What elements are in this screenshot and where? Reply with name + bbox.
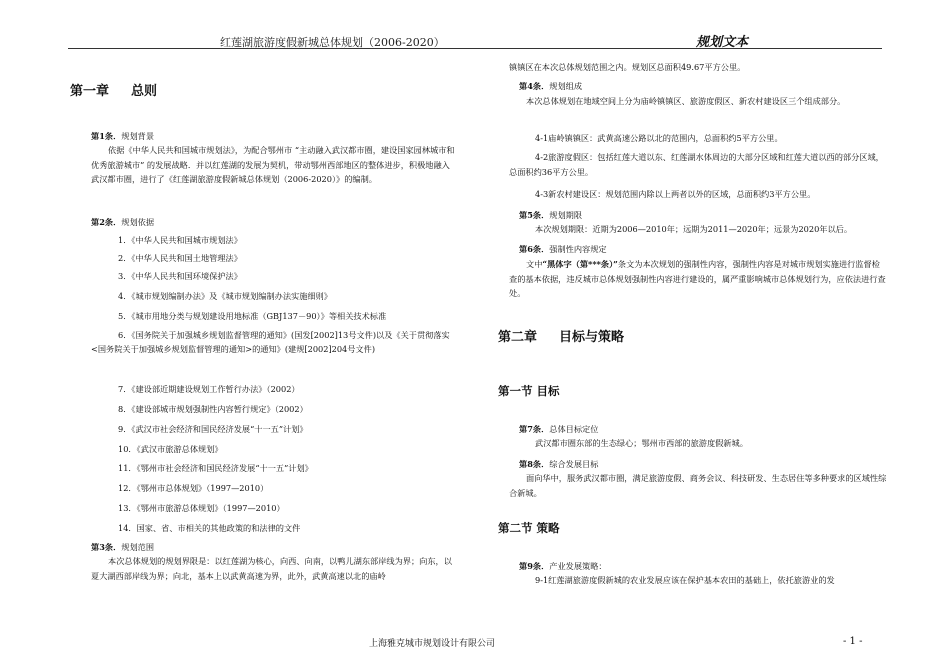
article-2-heading [91, 217, 154, 228]
composition-item: 4-1庙岭镇镇区：武黄高速公路以北的范围内，总面积约5平方公里。 [535, 133, 783, 143]
article-label: 第6条． [519, 244, 550, 254]
article-6-text [509, 257, 887, 301]
article-6-bold: “黑体字（第***条）” [542, 259, 618, 269]
continued-text: 镇镇区在本次总体规划范围之内。规划区总面积49.67平方公里。 [509, 62, 746, 72]
basis-item: 10．《武汉市旅游总体规划》 [118, 444, 223, 454]
basis-item: 3．《中华人民共和国环境保护法》 [118, 271, 242, 281]
article-8-text: 面向华中，服务武汉都市圈，满足旅游度假、商务会议、科技研发、生态居住等多种要求的区域性综合新城。 [509, 473, 887, 498]
article-9-text: 9-1红莲湖旅游度假新城的农业发展应该在保护基本农田的基础上，依托旅游业的发 [535, 575, 835, 585]
page-number: - 1 - [843, 636, 863, 647]
basis-item: 5．《城市用地分类与规划建设用地标准（GBJ137－90）》等相关技术标准 [118, 311, 387, 321]
basis-item: 9．《武汉市社会经济和国民经济发展“十一五”计划》 [118, 424, 308, 434]
article-7-text: 武汉都市圈东部的生态绿心；鄂州市西部的旅游度假新城。 [535, 438, 748, 448]
article-title: 总体目标定位 [549, 424, 599, 434]
article-label: 第5条． [519, 210, 550, 220]
basis-item: 4．《城市规划编制办法》及《城市规划编制办法实施细则》 [118, 291, 332, 301]
article-title: 产业发展策略： [549, 561, 607, 571]
article-6-post: 条文为本次规划的强制性内容，强制性内容是对城市规划实施进行监督检查的基本依据，违反城市总体规划强制性内容进行建设的，属严重影响城市总体规划行为，应依法进行查处。 [509, 259, 886, 298]
composition-item: 4-3新农村建设区：规划范围内除以上两者以外的区域，总面积约3平方公里。 [535, 189, 816, 199]
chapter-name: 目标与策略 [559, 330, 625, 345]
basis-item: 7．《建设部近期建设规划工作暂行办法》（2002） [118, 384, 300, 394]
article-label: 第3条． [91, 542, 122, 552]
article-3-heading [91, 542, 154, 553]
article-title: 规划依据 [121, 217, 155, 227]
article-title: 强制性内容规定 [549, 244, 607, 254]
basis-item: 11．《鄂州市社会经济和国民经济发展“十一五”计划》 [118, 463, 313, 473]
article-4-heading [519, 81, 582, 92]
basis-item: 13．《鄂州市旅游总体规划》（1997—2010） [118, 503, 285, 513]
chapter-number: 第二章 [498, 330, 538, 345]
article-label: 第9条． [519, 561, 550, 571]
article-title: 规划背景 [121, 131, 155, 141]
article-3-text: 本次总体规划的规划界限是：以红莲湖为核心，向西、向南，以鸭儿湖东部岸线为界；向东，以夏大湖西部岸线为界；向北，基本上以武黄高速为界，此外，武黄高速以北的庙岭 [91, 556, 452, 581]
footer-company: 上海雅克城市规划设计有限公司 [369, 639, 496, 649]
composition-item: 4-2旅游度假区：包括红莲大道以东、红莲湖水体周边的大部分区域和红莲大道以西的部分区域，总面积约36平方公里。 [509, 152, 884, 177]
basis-item: 14．国家、省、市相关的其他政策的和法律的文件 [118, 523, 301, 533]
basis-item: 2．《中华人民共和国土地管理法》 [118, 253, 242, 263]
article-label: 第1条． [91, 131, 122, 141]
running-header-title: 红莲湖旅游度假新城总体规划（2006-2020） [220, 36, 445, 49]
article-5-heading [519, 210, 582, 221]
article-4-text: 本次总体规划在地域空间上分为庙岭镇镇区、旅游度假区、新农村建设区三个组成部分。 [526, 96, 846, 106]
chapter-1-heading [70, 80, 157, 99]
article-title: 规划范围 [121, 542, 155, 552]
basis-item: 12．《鄂州市总体规划》（1997—2010） [118, 483, 269, 493]
chapter-2-heading [498, 326, 624, 345]
chapter-name: 总则 [131, 84, 158, 99]
article-label: 第4条． [519, 81, 550, 91]
section-2-heading: 第二节 策略 [498, 521, 560, 535]
article-7-heading [519, 424, 598, 435]
article-1-heading [91, 131, 154, 142]
article-label: 第7条． [519, 424, 550, 434]
basis-item: 8．《建设部城市规划强制性内容暂行规定》（2002） [118, 404, 308, 414]
article-1-text: 依据《中华人民共和国城市规划法》，为配合鄂州市 “主动融入武汉都市圈，建设国家园林城市和优秀旅游城市” 的发展战略．并以红莲湖的发展为契机，带动鄂州西部地区的整体进步，积极地融入武汉都市圈，进行了《红莲湖旅游度假新城总体规划（2006-2020）》的编制。 [91, 145, 455, 184]
article-title: 规划期限 [549, 210, 583, 220]
article-title: 综合发展目标 [549, 459, 599, 469]
running-header-doc-type: 规划文本 [696, 35, 749, 50]
header-rule [68, 48, 882, 49]
chapter-number: 第一章 [70, 84, 110, 99]
section-1-heading: 第一节 目标 [498, 384, 560, 398]
basis-item: 6．《国务院关于加强城乡规划监督管理的通知》(国发[2002]13号文件)以及《关于贯彻落实<国务院关于加强城乡规划监督管理的通知>的通知》(建规[2002]204号文件) [91, 330, 450, 354]
article-6-heading [519, 244, 607, 255]
article-5-text: 本次规划期限：近期为2006—2010年；远期为2011—2020年；远景为2020年以后。 [535, 224, 853, 234]
article-label: 第2条． [91, 217, 122, 227]
article-6-pre: 文中 [526, 259, 543, 269]
article-label: 第8条． [519, 459, 550, 469]
basis-item: 1．《中华人民共和国城市规划法》 [118, 235, 242, 245]
article-9-heading [519, 561, 607, 572]
article-8-heading [519, 459, 598, 470]
article-title: 规划组成 [549, 81, 583, 91]
